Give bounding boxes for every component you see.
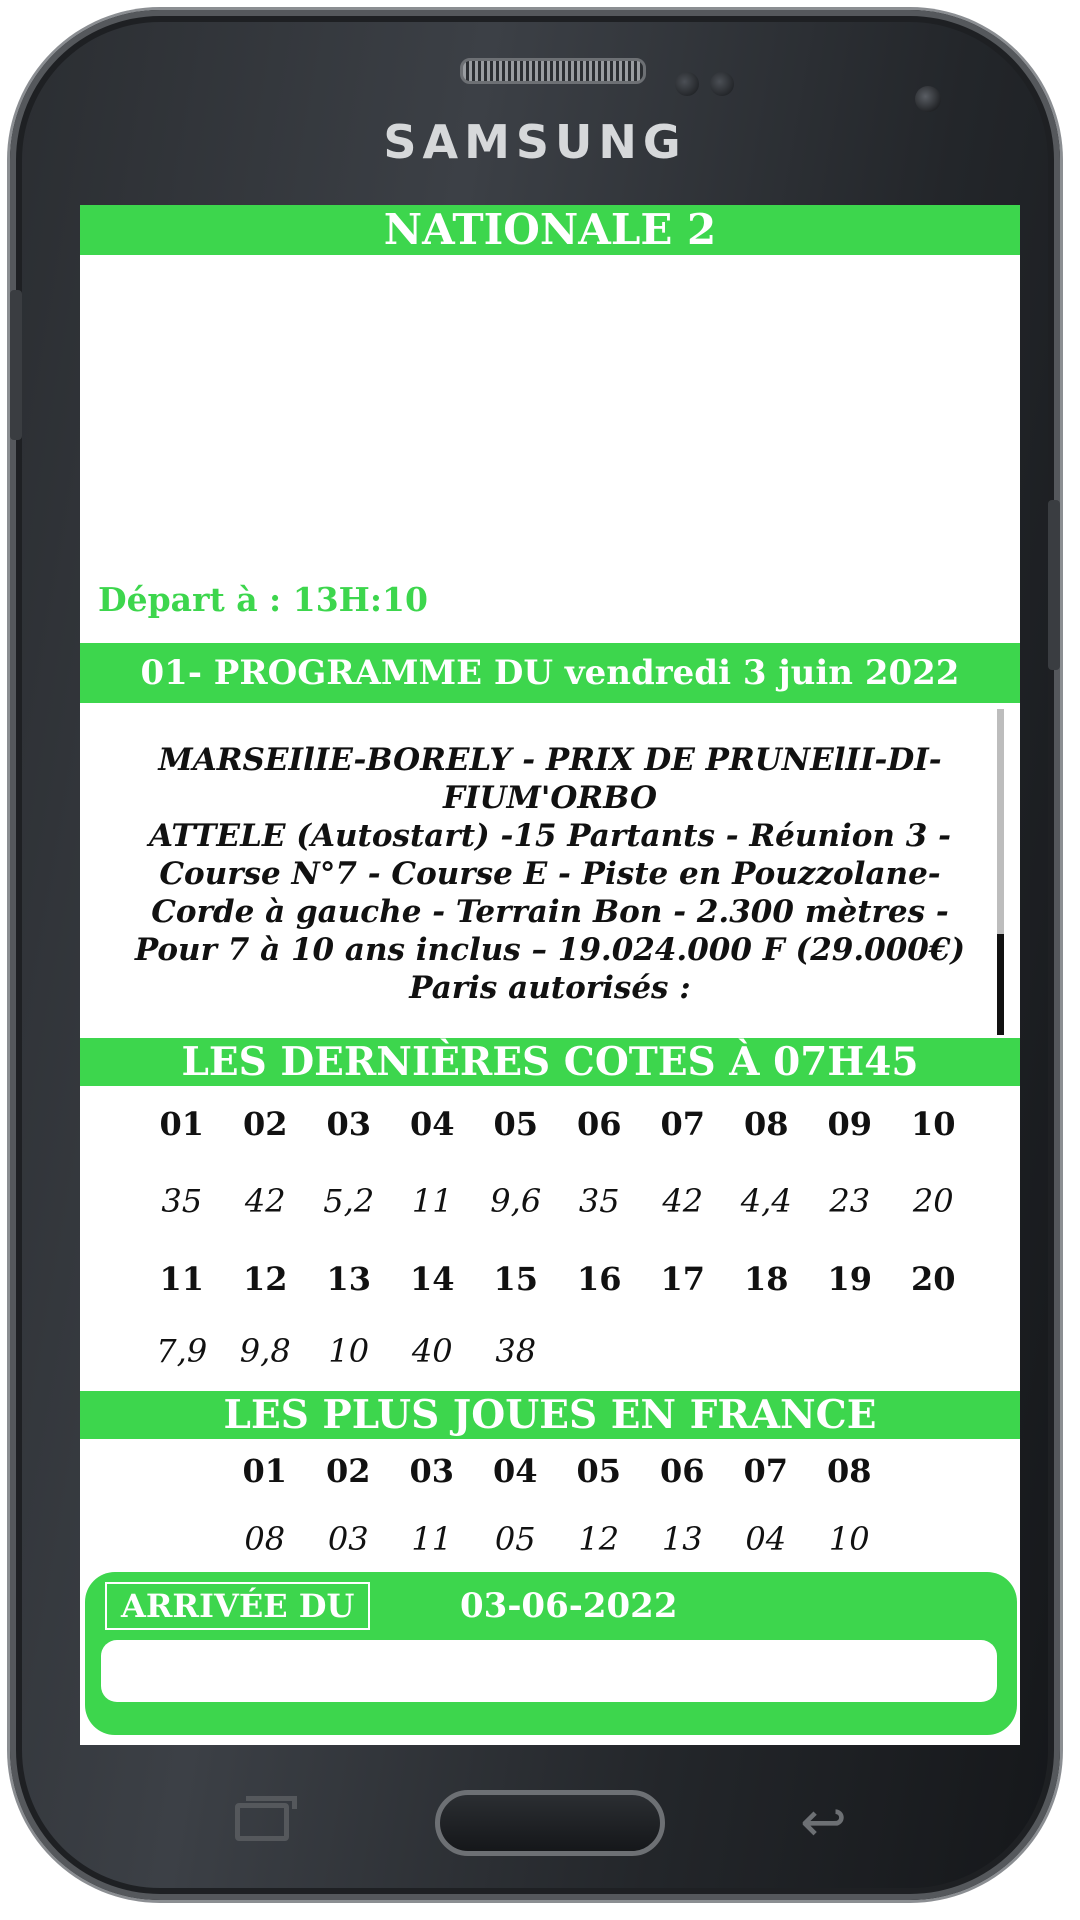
light-sensor [710, 72, 734, 96]
odds-value: 20 [912, 1182, 954, 1220]
blank-content-area [80, 255, 1020, 575]
odds-value: 9,8 [239, 1332, 291, 1370]
earpiece-speaker [460, 58, 646, 84]
horse-number: 07 [660, 1104, 706, 1143]
brand-logo: SAMSUNG [383, 115, 687, 169]
race-line: Course N°7 - Course E - Piste en Pouzzolane- [159, 856, 941, 892]
plus-joues-header: LES PLUS JOUES EN FRANCE [80, 1391, 1020, 1439]
race-line: ATTELE (Autostart) -15 Partants - Réunion 3 - [149, 818, 951, 854]
horse-number: 18 [743, 1259, 789, 1298]
race-line: Corde à gauche - Terrain Bon - 2.300 mètres - [151, 894, 949, 930]
proximity-sensor [675, 72, 699, 96]
horse-number: 09 [827, 1104, 873, 1143]
odds-value: 38 [495, 1332, 537, 1370]
odds-value: 23 [829, 1182, 871, 1220]
horse-number: 06 [576, 1104, 622, 1143]
race-description [110, 741, 990, 1007]
cotes-number-row [80, 1241, 1020, 1316]
race-info-panel[interactable] [80, 703, 1020, 1038]
odds-value: 40 [411, 1332, 453, 1370]
horse-number: 08 [743, 1104, 789, 1143]
horse-number: 05 [493, 1104, 539, 1143]
race-line: Paris autorisés : [409, 970, 691, 1006]
race-line: FIUM'ORBO [443, 780, 657, 816]
rank-number: 01 [242, 1452, 288, 1490]
race-line: Pour 7 à 10 ans inclus – 19.024.000 F (29.000€) [134, 932, 966, 968]
odds-value: 35 [578, 1182, 620, 1220]
rank-number: 03 [409, 1452, 455, 1490]
rank-number: 02 [325, 1452, 371, 1490]
odds-value: 7,9 [156, 1332, 208, 1370]
rank-number: 05 [576, 1452, 622, 1490]
horse-number: 15 [493, 1259, 539, 1298]
depart-time: Départ à : 13H:10 [98, 580, 428, 619]
horse-number: 10 [910, 1104, 956, 1143]
rank-number: 07 [743, 1452, 789, 1490]
home-button[interactable] [435, 1790, 665, 1856]
horse-number: 17 [660, 1259, 706, 1298]
volume-button [10, 290, 22, 440]
odds-value: 10 [328, 1332, 370, 1370]
arrivee-date: 03-06-2022 [460, 1586, 678, 1626]
played-horse: 10 [828, 1520, 870, 1558]
played-horse: 11 [411, 1520, 453, 1558]
cotes-header: LES DERNIÈRES COTES À 07H45 [80, 1038, 1020, 1086]
front-camera [915, 86, 941, 112]
odds-value: 5,2 [323, 1182, 375, 1220]
odds-value: 42 [662, 1182, 704, 1220]
odds-value: 42 [244, 1182, 286, 1220]
plus-joues-value-row [80, 1503, 1020, 1575]
horse-number: 14 [409, 1259, 455, 1298]
recent-apps-button[interactable] [235, 1803, 289, 1841]
cotes-number-row [80, 1086, 1020, 1161]
power-button [1048, 500, 1060, 670]
page-title: NATIONALE 2 [80, 205, 1020, 255]
horse-number: 16 [576, 1259, 622, 1298]
horse-number: 04 [409, 1104, 455, 1143]
rank-number: 08 [826, 1452, 872, 1490]
odds-value: 4,4 [740, 1182, 792, 1220]
horse-number: 12 [242, 1259, 288, 1298]
rank-number: 06 [659, 1452, 705, 1490]
scrollbar-thumb[interactable] [997, 709, 1004, 934]
race-scrollbar[interactable] [997, 709, 1004, 1035]
rank-number: 04 [492, 1452, 538, 1490]
horse-number: 19 [827, 1259, 873, 1298]
odds-value: 35 [161, 1182, 203, 1220]
horse-number: 03 [326, 1104, 372, 1143]
played-horse: 12 [578, 1520, 620, 1558]
cotes-value-row [80, 1316, 1020, 1386]
played-horse: 04 [745, 1520, 787, 1558]
played-horse: 13 [661, 1520, 703, 1558]
programme-header: 01- PROGRAMME DU vendredi 3 juin 2022 [80, 643, 1020, 703]
arrivee-label: ARRIVÉE DU [105, 1582, 370, 1630]
odds-value: 11 [411, 1182, 453, 1220]
plus-joues-number-row [80, 1439, 1020, 1503]
played-horse: 03 [327, 1520, 369, 1558]
horse-number: 01 [159, 1104, 205, 1143]
horse-number: 20 [910, 1259, 956, 1298]
horse-number: 02 [242, 1104, 288, 1143]
odds-value: 9,6 [490, 1182, 542, 1220]
phone-frame [10, 10, 1060, 1900]
back-icon[interactable]: ↩ [800, 1790, 847, 1855]
horse-number: 11 [159, 1259, 205, 1298]
cotes-value-row [80, 1161, 1020, 1241]
arrivee-panel [85, 1572, 1017, 1735]
screen [80, 205, 1020, 1745]
played-horse: 05 [494, 1520, 536, 1558]
horse-number: 13 [326, 1259, 372, 1298]
race-line: MARSEIlIE-BORELY - PRIX DE PRUNElII-DI- [158, 742, 942, 778]
arrivee-result-field[interactable] [101, 1640, 997, 1702]
played-horse: 08 [244, 1520, 286, 1558]
